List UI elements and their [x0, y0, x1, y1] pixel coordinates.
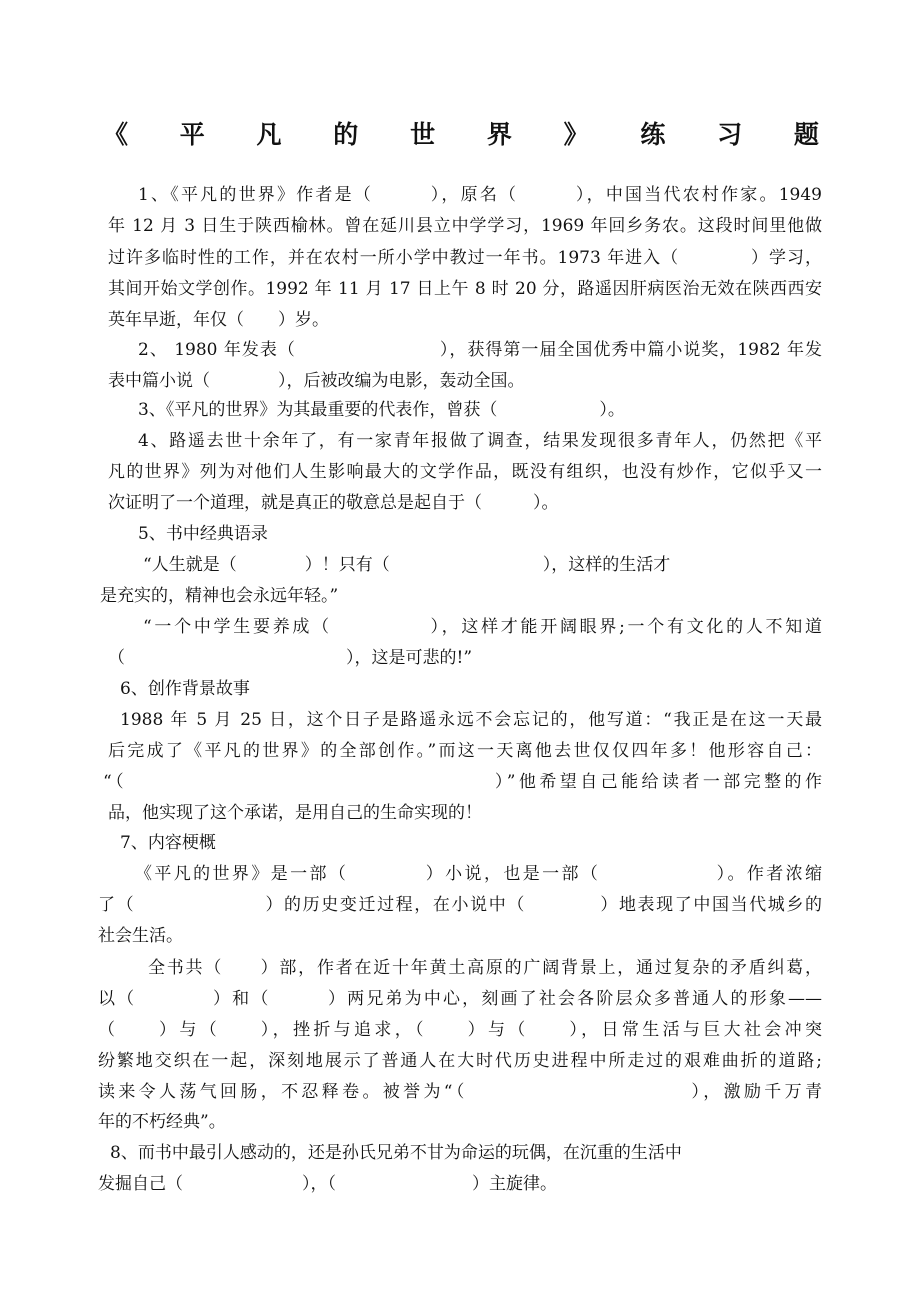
text-line: 其间开始文学创作。1992 年 11 月 17 日上午 8 时 20 分，路遥因肝病医治无效在陕西西安	[108, 279, 822, 299]
text-line: 7、内容梗概	[120, 833, 216, 853]
text-line: “人生就是（ ）！只有（ ），这样的生活才	[143, 555, 671, 575]
title-char: 凡	[256, 120, 282, 149]
title-char: 世	[410, 120, 436, 149]
text-line: “一个中学生要养成（ ），这样才能开阔眼界;一个有文化的人不知道	[143, 617, 822, 637]
text-line: 纷繁地交织在一起，深刻地展示了普通人在大时代历史进程中所走过的艰难曲折的道路;	[98, 1051, 822, 1071]
text-line: 后完成了《平凡的世界》的全部创作。”而这一天离他去世仅仅四年多！他形容自己：	[108, 741, 822, 761]
text-line: 2、 1980 年发表（ ），获得第一届全国优秀中篇小说奖，1982 年发	[138, 340, 822, 360]
text-line: 过许多临时性的工作，并在农村一所小学中教过一年书。1973 年进入（ ）学习，	[108, 248, 822, 268]
text-line: 社会生活。	[98, 926, 183, 946]
text-line: 4、路遥去世十余年了，有一家青年报做了调查，结果发现很多青年人，仍然把《平	[138, 431, 822, 451]
text-line: “（ ）”他希望自己能给读者一部完整的作	[103, 772, 822, 792]
title-char: 练	[640, 120, 666, 149]
title-char: 题	[793, 120, 819, 149]
text-line: 以（ ）和（ ）两兄弟为中心，刻画了社会各阶层众多普通人的形象——	[98, 989, 822, 1009]
text-line: 《平凡的世界》是一部（ ）小说，也是一部（ ）。作者浓缩	[135, 864, 822, 884]
text-line: 是充实的，精神也会永远年轻。”	[100, 586, 339, 606]
text-line: 8、而书中最引人感动的，还是孙氏兄弟不甘为命运的玩偶，在沉重的生活中	[110, 1143, 682, 1163]
text-line: 凡的世界》列为对他们人生影响最大的文学作品，既没有组织，也没有炒作，它似乎又一	[108, 462, 822, 482]
text-line: 全书共（ ）部，作者在近十年黄土高原的广阔背景上，通过复杂的矛盾纠葛，	[148, 958, 822, 978]
text-line: 了（ ）的历史变迁过程，在小说中（ ）地表现了中国当代城乡的	[98, 895, 822, 915]
text-line: 1、《平凡的世界》作者是（ ），原名（ ），中国当代农村作家。1949	[138, 185, 822, 205]
text-line: 英年早逝，年仅（ ）岁。	[108, 310, 329, 330]
text-line: 3、《平凡的世界》为其最重要的代表作，曾获（ ）。	[138, 400, 625, 420]
text-line: （ ），这是可悲的!”	[108, 648, 473, 668]
text-line: 6、创作背景故事	[120, 679, 250, 699]
text-line: 发掘自己（ ），（ ）主旋律。	[98, 1174, 557, 1194]
text-line: 表中篇小说（ ），后被改编为电影，轰动全国。	[108, 371, 525, 391]
text-line: 5、书中经典语录	[138, 524, 268, 544]
title-char: 平	[179, 120, 205, 149]
title-char: 界	[486, 120, 512, 149]
title-char: 》	[563, 120, 589, 149]
title-char: 《	[103, 120, 129, 149]
text-line: 次证明了一个道理，就是真正的敬意总是起自于（ ）。	[108, 493, 559, 513]
text-line: 年的不朽经典”。	[98, 1112, 226, 1132]
text-line: （ ）与（ ），挫折与追求，（ ）与（ ），日常生活与巨大社会冲突	[98, 1020, 822, 1040]
title-char: 习	[717, 120, 743, 149]
title-char: 的	[333, 120, 359, 149]
page-title	[103, 115, 819, 151]
text-line: 年 12 月 3 日生于陕西榆林。曾在延川县立中学学习，1969 年回乡务农。这段时间里他做	[108, 216, 822, 236]
text-line: 1988 年 5 月 25 日，这个日子是路遥永远不会忘记的，他写道：“我正是在这一天最	[120, 710, 822, 730]
text-line: 品，他实现了这个承诺，是用自己的生命实现的！	[108, 803, 482, 823]
text-line: 读来令人荡气回肠，不忍释卷。被誉为“（ ），激励千万青	[98, 1082, 822, 1102]
